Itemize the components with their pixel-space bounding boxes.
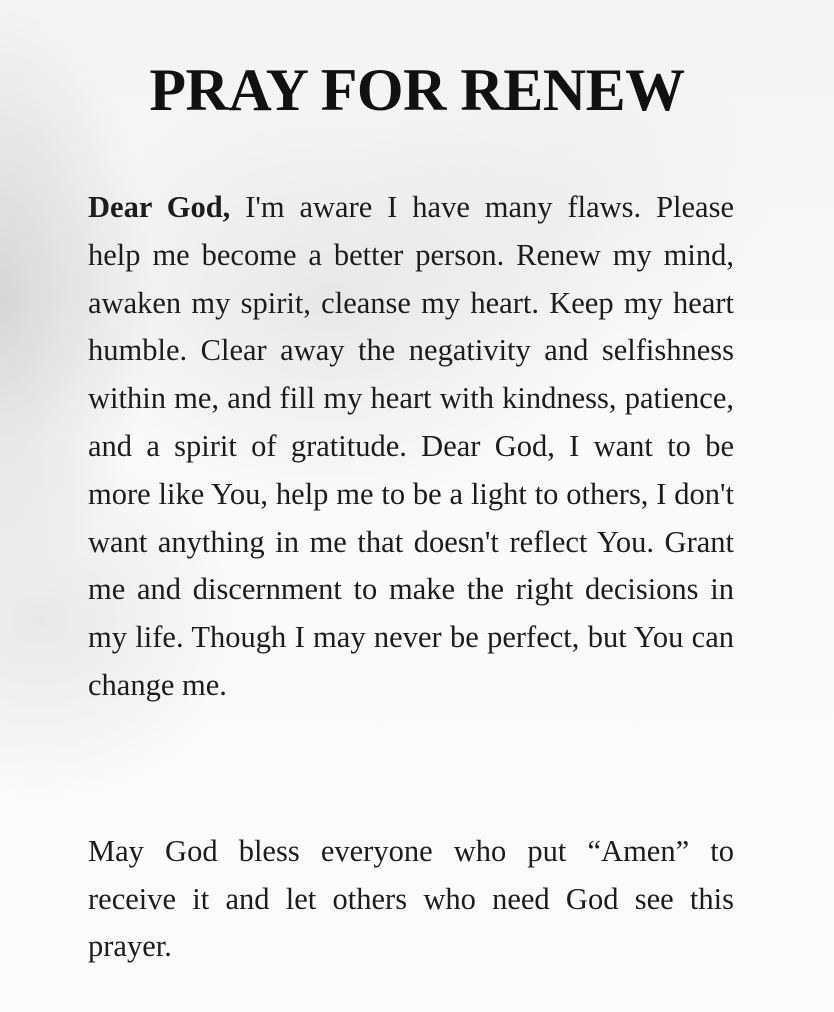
prayer-salutation: Dear God, (88, 190, 231, 224)
closing-paragraph: May God bless everyone who put “Amen” to receive it and let others who need God see this prayer. (88, 834, 734, 963)
page-title: PRAY FOR RENEW (149, 57, 685, 123)
prayer-text: I'm aware I have many flaws. Please help me become a better person. Renew my mind, awaken my spirit, cleanse my heart. Keep my heart humble. Clear away the negativity and selfishness within me, and fill my heart with kindness, patience, and a spirit of gratitude. Dear God, I want to be more like You, help me to be a light to others, I don't want anything in me that doesn't reflect You. Grant me and discernment to make the right decisions in my life. Though I may never be perfect, but You can change me. (88, 190, 734, 702)
prayer-paragraph (88, 184, 734, 710)
